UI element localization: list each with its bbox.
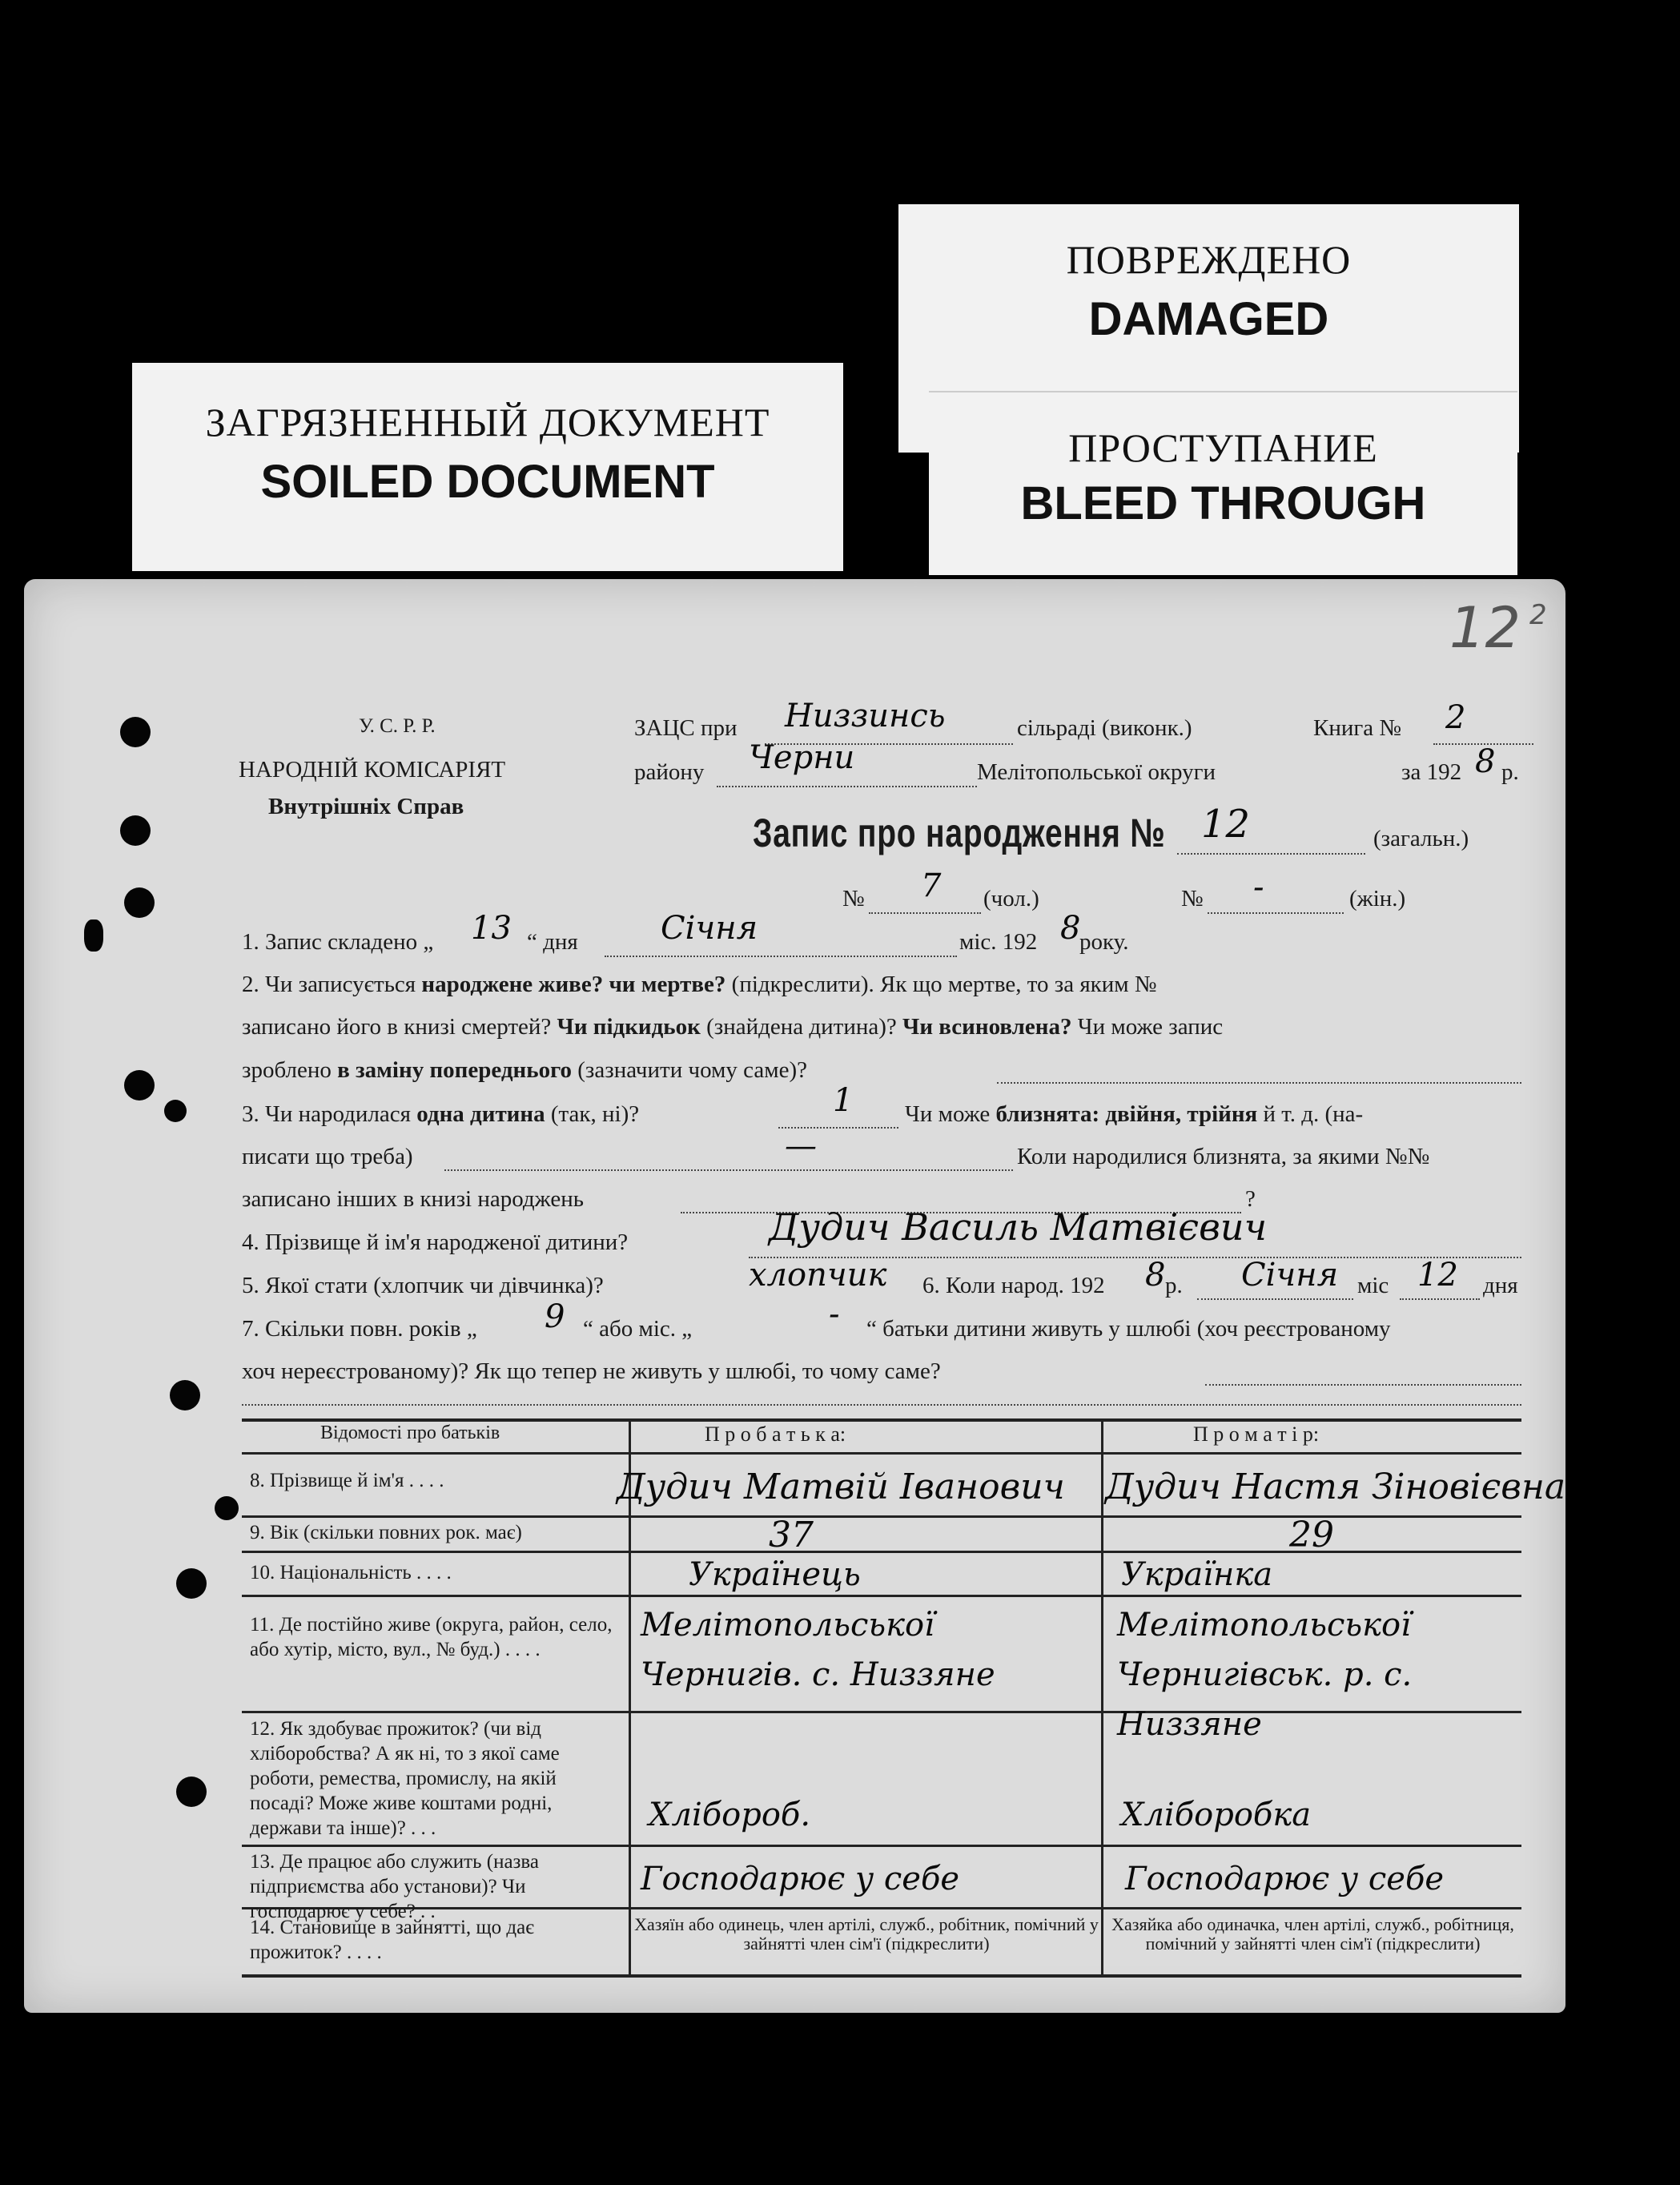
ussr-header: У. С. Р. Р.: [359, 715, 436, 737]
mother-position: Хазяйка або одиначка, член артілі, служб., робітниця, помічний у зайнятті член сім'ї (підкреслити): [1111, 1914, 1514, 1954]
q2-l2a: записано його в книзі смертей?: [242, 1014, 552, 1040]
q3-l2-line: [444, 1169, 1013, 1171]
male-no-value: 7: [921, 867, 942, 904]
q2-l3c: (зазначити чому саме)?: [577, 1057, 807, 1083]
archive-number: 12: [1449, 595, 1521, 661]
q3-l2-value: —: [785, 1128, 817, 1165]
q3-l1d: Чи може: [905, 1101, 991, 1127]
record-number: 12: [1201, 802, 1251, 847]
dept-header: Внутрішніх Справ: [268, 794, 464, 819]
q7-l1b: “ або міс. „: [583, 1316, 693, 1342]
row-label-nationality: 10. Національність . . . .: [250, 1562, 452, 1583]
q4-value: Дудич Василь Матвієвич: [769, 1205, 1268, 1249]
q7-months: -: [829, 1296, 840, 1333]
q3-l3a: записано інших в книзі народжень: [242, 1186, 584, 1212]
q5-value: хлопчик: [749, 1257, 887, 1294]
q7-l2: хоч нереєстрованому)? Як що тепер не живуть у шлюбі, то чому саме?: [242, 1358, 941, 1384]
q2-l1a: 2. Чи записується: [242, 972, 416, 997]
punch-hole: [120, 717, 151, 747]
father-age: 37: [769, 1515, 814, 1555]
row-label-workplace: 13. Де працює або служить (назва підприємства або установи)? Чи господарює у себе? . .: [250, 1851, 539, 1922]
record-number-line: [1177, 853, 1365, 855]
q2-l2d: Чи всиновлена?: [902, 1014, 1072, 1040]
q2-l1c: (підкреслити). Як що мертве, то за яким №: [731, 972, 1157, 997]
female-no-label: №: [1181, 886, 1204, 911]
bleed-label-en: BLEED THROUGH: [1020, 477, 1426, 529]
q3-l1b: одна дитина: [416, 1101, 545, 1127]
zags-suffix: сільраді (виконк.): [1017, 715, 1192, 741]
district-value: Черни: [749, 739, 855, 776]
district-suffix: Мелітопольської округи: [977, 759, 1216, 785]
mother-age: 29: [1289, 1515, 1334, 1555]
mother-name: Дудич Настя Зіновієвна: [1105, 1467, 1566, 1507]
year-suffix: р.: [1501, 759, 1519, 785]
q1-post: року.: [1079, 929, 1129, 955]
father-position: Хазяїн або одинець, член артілі, служб., робітник, помічний у зайнятті член сім'ї (підкреслити): [634, 1914, 1099, 1954]
bleed-through-label: [929, 392, 1517, 575]
table-bottom-border: [242, 1974, 1521, 1978]
zags-prefix: ЗАЦС при: [634, 715, 738, 741]
q2-l3b: в заміну попереднього: [337, 1057, 573, 1083]
punch-hole: [170, 1380, 200, 1410]
father-workplace: Господарює у себе: [641, 1861, 960, 1897]
q3-l2a: писати що треба): [242, 1144, 413, 1169]
table-col-divider: [1101, 1418, 1103, 1974]
q7-line2: [242, 1404, 1521, 1406]
q3-l1e: близнята: двійня, трійня: [995, 1101, 1258, 1127]
birth-record-document: [24, 579, 1565, 2013]
q1-day: 13: [471, 910, 512, 947]
q1-mid1: “ дня: [527, 929, 578, 955]
district-prefix: району: [634, 759, 705, 785]
punch-hole: [176, 1777, 207, 1807]
soiled-label-en: SOILED DOCUMENT: [260, 456, 715, 508]
zags-value: Низзинсь: [785, 698, 946, 734]
row-label-name: 8. Прізвище й ім'я . . . .: [250, 1470, 444, 1491]
district-line: [717, 786, 977, 787]
male-no-label: №: [842, 886, 865, 911]
q6-year: 8: [1145, 1257, 1166, 1294]
punch-hole: [176, 1568, 207, 1599]
damaged-label-en: DAMAGED: [1088, 293, 1329, 345]
q3-l1f: й т. д. (на-: [1263, 1101, 1364, 1127]
row-label-age: 9. Вік (скільки повних рок. має): [250, 1522, 522, 1543]
q3-l1a: 3. Чи народилася: [242, 1101, 412, 1127]
table-header-border: [242, 1452, 1521, 1455]
q2-l2c: (знайдена дитина)?: [706, 1014, 897, 1040]
q2-line1: [242, 972, 1157, 998]
table-header-parents: Відомості про батьків: [320, 1422, 500, 1443]
book-label: Книга №: [1313, 715, 1402, 741]
q3-l1c: (так, ні)?: [550, 1101, 640, 1127]
row-label-position: 14. Становище в зайнятті, що дає прожиток? . . . .: [250, 1917, 534, 1963]
father-livelihood: Хлібороб.: [649, 1797, 811, 1833]
table-row-border: [242, 1845, 1521, 1847]
q6-label: 6. Коли народ. 192: [922, 1273, 1105, 1298]
male-no-suffix: (чол.): [983, 886, 1039, 911]
punch-hole: [84, 919, 103, 952]
father-name: Дудич Матвій Іванович: [617, 1467, 1065, 1507]
row-label-residence: 11. Де постійно живе (округа, район, село, або хутір, місто, вул., № буд.) . . . .: [250, 1614, 613, 1660]
q1-prefix: 1. Запис складено „: [242, 929, 434, 955]
mother-residence: Мелітопольської Чернигівськ. р. с. Низзяне: [1117, 1607, 1413, 1743]
punch-hole: [120, 815, 151, 846]
book-value: 2: [1445, 699, 1466, 736]
q2-l3a: зроблено: [242, 1057, 332, 1083]
q4-label: 4. Прізвище й ім'я народженої дитини?: [242, 1229, 629, 1255]
q1-month-line: [605, 956, 957, 957]
father-nationality: Українець: [689, 1556, 861, 1593]
year-prefix: за 192: [1401, 759, 1462, 785]
mother-livelihood: Хліборобка: [1121, 1797, 1312, 1833]
archive-number-suffix: 2: [1529, 599, 1547, 631]
q2-line2: [242, 1014, 1223, 1040]
table-header-father: П р о б а т ь к а:: [705, 1422, 846, 1446]
year-value: 8: [1475, 743, 1496, 780]
q6-mis: міс: [1357, 1273, 1389, 1298]
soiled-document-label: [132, 363, 843, 571]
q3-l2b: Коли народилися близнята, за якими №№: [1017, 1144, 1430, 1169]
row-label-livelihood: 12. Як здобуває прожиток? (чи від хліборобства? А як ні, то з якої саме роботи, ремества, промислу, на якій посаді? Може живе коштами родні, держави та інше)? . . .: [250, 1718, 560, 1839]
q7-l1c: “ батьки дитини живуть у шлюбі (хоч реєстрованому: [866, 1316, 1391, 1342]
q1-mid2: міс. 192: [959, 929, 1038, 955]
female-no-suffix: (жін.): [1349, 886, 1406, 911]
mother-workplace: Господарює у себе: [1125, 1861, 1445, 1897]
q2-l2e: Чи може запис: [1077, 1014, 1224, 1040]
commissariat-header: НАРОДНІЙ КОМІСАРІЯТ: [239, 757, 506, 783]
table-top-border: [242, 1418, 1521, 1422]
female-no-line: [1208, 912, 1344, 914]
q6-day: 12: [1417, 1257, 1458, 1294]
q7-line: [1205, 1384, 1521, 1386]
mother-nationality: Українка: [1121, 1556, 1273, 1593]
q6-month: Січня: [1241, 1257, 1339, 1294]
punch-hole: [164, 1100, 187, 1122]
table-row-border: [242, 1595, 1521, 1597]
q5-label: 5. Якої стати (хлопчик чи дівчинка)?: [242, 1273, 604, 1298]
q6-month-line: [1197, 1298, 1353, 1300]
q1-month: Січня: [661, 910, 758, 947]
q3-value: 1: [833, 1082, 854, 1119]
q7-years: 9: [545, 1298, 565, 1335]
record-title: Запис про народження №: [753, 811, 1166, 855]
q6-day-line: [1400, 1298, 1480, 1300]
q7-l1a: 7. Скільки повн. років „: [242, 1316, 477, 1342]
q2-line3: [242, 1057, 807, 1084]
punch-hole: [124, 1070, 155, 1101]
record-general-label: (загальн.): [1373, 826, 1469, 851]
father-residence: Мелітопольської Чернигів. с. Низзяне: [641, 1607, 995, 1693]
q6-p: р.: [1165, 1273, 1183, 1298]
q1-year: 8: [1060, 910, 1081, 947]
q3-line1b: [905, 1101, 1363, 1128]
q6-dnia: дня: [1483, 1273, 1518, 1298]
female-no-value: -: [1253, 869, 1264, 906]
q3-l3b: ?: [1245, 1186, 1256, 1212]
q3-line1a: [242, 1101, 639, 1128]
q2-l1b: народжене живе? чи мертве?: [421, 972, 726, 997]
table-header-mother: П р о м а т і р:: [1193, 1422, 1320, 1446]
q2-l2b: Чи підкидьок: [557, 1014, 701, 1040]
bleed-label-ru: ПРОСТУПАНИЕ: [1068, 425, 1378, 470]
damaged-label-ru: ПОВРЕЖДЕНО: [1066, 237, 1352, 282]
soiled-label-ru: ЗАГРЯЗНЕННЫЙ ДОКУМЕНТ: [205, 400, 770, 445]
male-no-line: [869, 912, 981, 914]
q2-answer-line: [997, 1082, 1521, 1084]
punch-hole: [215, 1496, 239, 1520]
